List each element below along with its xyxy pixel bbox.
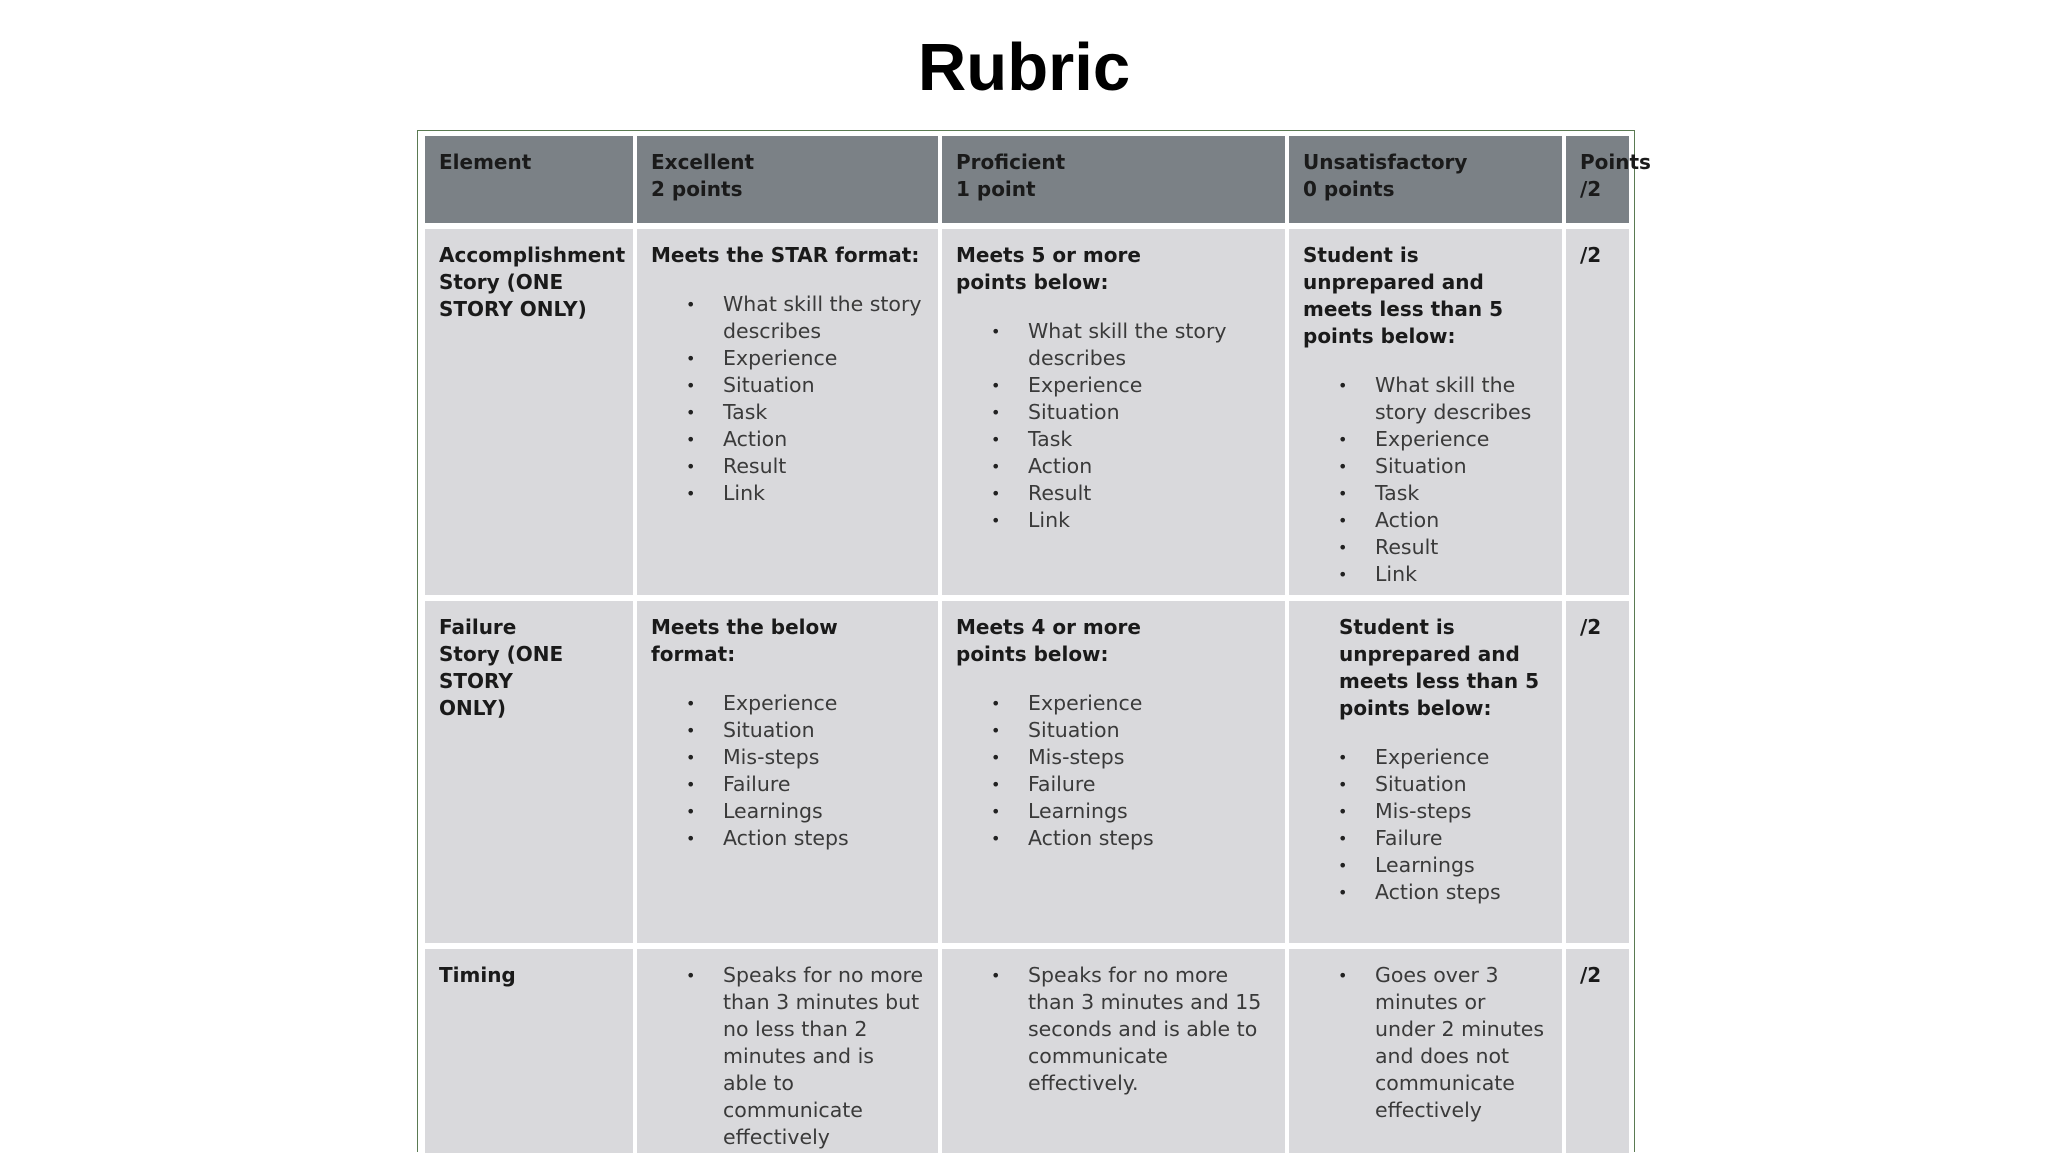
failure-excellent-list [651,690,924,852]
list-item: • Link [651,480,924,507]
header-excellent-points: 2 points [651,177,743,201]
row-failure-element: Failure Story (ONE STORY ONLY) [425,601,633,943]
list-item: • Action [956,453,1246,480]
list-item: • Learnings [651,798,924,825]
row-failure-points: /2 [1566,601,1629,943]
row-timing-points: /2 [1566,949,1629,1153]
header-points-label: Points [1580,150,1651,174]
list-item: • Action steps [956,825,1271,852]
list-item: • Link [956,507,1246,534]
row-accomplishment-proficient [942,229,1285,595]
accomplishment-unsatisfactory-lead: Student is unprepared and meets less than 5 points below: [1303,243,1503,348]
list-item: • What skill the story describes [651,291,924,345]
timing-unsatisfactory-list [1303,962,1548,1124]
list-item: • Task [651,399,924,426]
list-item: • Goes over 3 minutes or under 2 minutes and does not communicate effectively [1303,962,1548,1124]
list-item: • Learnings [956,798,1271,825]
list-item: • Task [956,426,1246,453]
row-accomplishment-points: /2 [1566,229,1629,595]
list-item: • Link [1303,561,1548,588]
header-unsatisfactory-label: Unsatisfactory [1303,150,1468,174]
list-item: • Experience [651,690,924,717]
row-accomplishment-unsatisfactory [1289,229,1562,595]
list-item: • Failure [956,771,1271,798]
header-excellent [637,136,938,223]
header-excellent-label: Excellent [651,150,755,174]
list-item: • Mis-steps [651,744,924,771]
accomplishment-excellent-list [651,291,924,507]
row-accomplishment-element: Accomplishment Story (ONE STORY ONLY) [425,229,633,595]
list-item: • Result [956,480,1246,507]
list-item: • Action [651,426,924,453]
row-timing-element: Timing [425,949,633,1153]
list-item: • What skill the story describes [1303,372,1548,426]
row-timing-proficient [942,949,1285,1153]
accomplishment-unsatisfactory-list [1303,372,1548,588]
list-item: • Speaks for no more than 3 minutes and 15 seconds and is able to communicate effectively. [956,962,1271,1097]
row-accomplishment-excellent [637,229,938,595]
row-timing-excellent [637,949,938,1153]
list-item: • Task [1303,480,1548,507]
rubric-table [417,130,1651,1152]
header-element: Element [425,136,633,223]
list-item: • Situation [1303,453,1548,480]
timing-excellent-list [651,962,924,1151]
list-item: • Failure [1303,825,1548,852]
row-failure-proficient [942,601,1285,943]
list-item: • Experience [1303,426,1548,453]
header-points-total: /2 [1580,177,1602,201]
list-item: • Experience [1303,744,1548,771]
list-item: • Failure [651,771,924,798]
header-points [1566,136,1651,223]
list-item: • Situation [956,399,1246,426]
page-title: Rubric [917,30,1131,105]
failure-proficient-lead: Meets 4 or more points below: [956,615,1141,666]
list-item: • Situation [1303,771,1548,798]
failure-unsatisfactory-lead: Student is unprepared and meets less than 5 points below: [1339,615,1539,720]
list-item: • Experience [651,345,924,372]
list-item: • Mis-steps [956,744,1271,771]
list-item: • Learnings [1303,852,1548,879]
row-failure-unsatisfactory [1289,601,1562,943]
failure-proficient-list [956,690,1271,852]
timing-proficient-list [956,962,1271,1097]
failure-excellent-lead: Meets the below format: [651,615,838,666]
list-item: • Result [651,453,924,480]
list-item: • Action steps [651,825,924,852]
accomplishment-proficient-lead: Meets 5 or more points below: [956,243,1141,294]
list-item: • Experience [956,372,1246,399]
accomplishment-proficient-list [956,318,1246,534]
header-proficient-points: 1 point [956,177,1036,201]
header-proficient [942,136,1285,223]
row-timing-unsatisfactory [1289,949,1562,1153]
list-item: • Situation [956,717,1271,744]
list-item: • What skill the story describes [956,318,1246,372]
list-item: • Situation [651,717,924,744]
header-proficient-label: Proficient [956,150,1066,174]
list-item: • Situation [651,372,924,399]
list-item: • Action steps [1303,879,1548,906]
list-item: • Mis-steps [1303,798,1548,825]
list-item: • Speaks for no more than 3 minutes but no less than 2 minutes and is able to communicate effectively [651,962,924,1151]
accomplishment-excellent-lead: Meets the STAR format: [651,243,920,267]
header-unsatisfactory-points: 0 points [1303,177,1395,201]
row-failure-excellent [637,601,938,943]
failure-unsatisfactory-list [1303,744,1548,906]
header-unsatisfactory [1289,136,1562,223]
list-item: • Experience [956,690,1271,717]
list-item: • Action [1303,507,1548,534]
list-item: • Result [1303,534,1548,561]
